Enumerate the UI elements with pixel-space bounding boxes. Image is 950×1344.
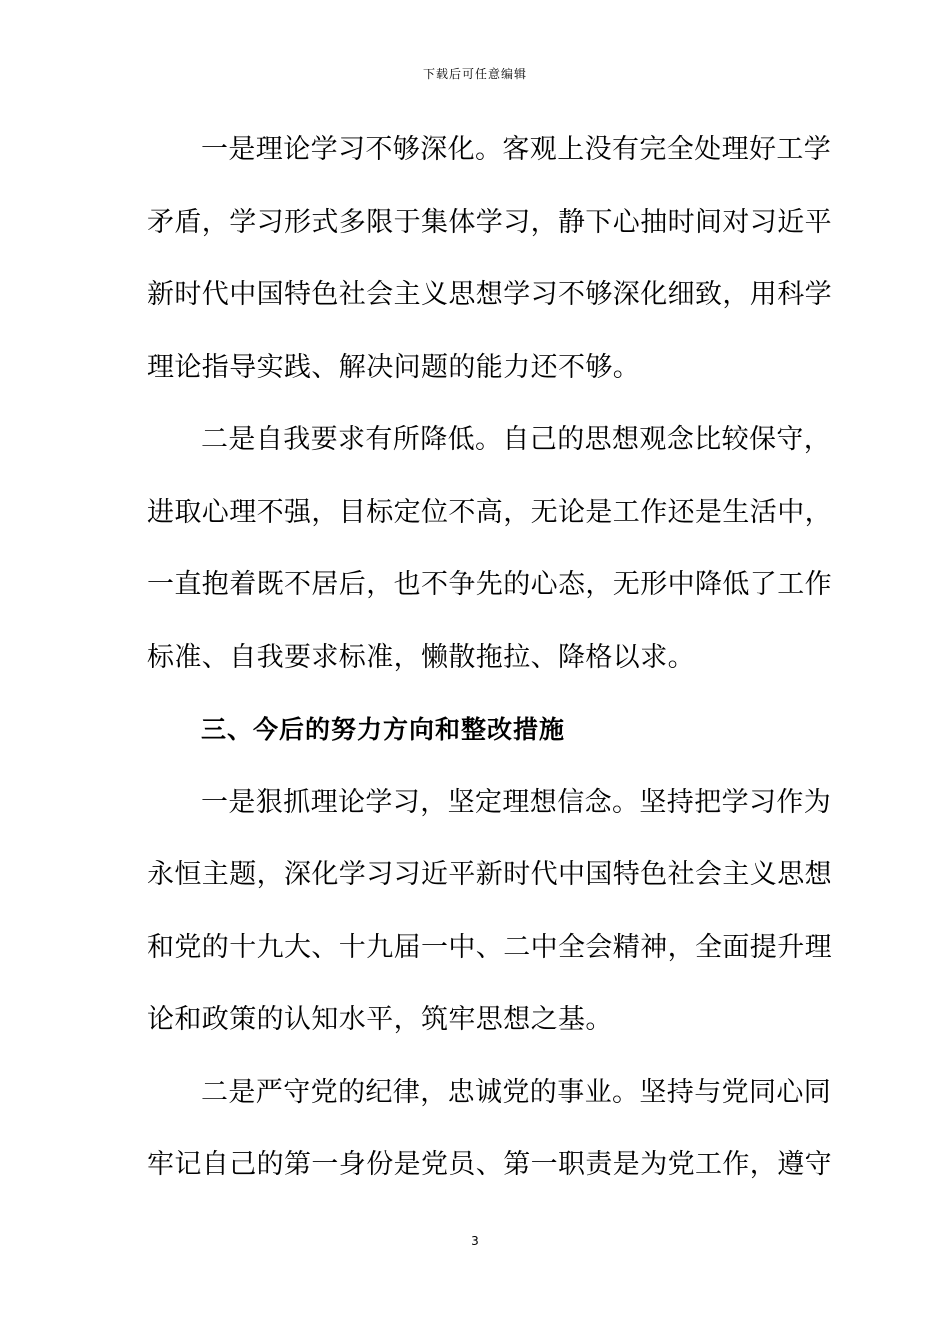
paragraph-line: 进取心理不强，目标定位不高，无论是工作还是生活中， [147,496,832,528]
paragraph-line: 矛盾，学习形式多限于集体学习，静下心抽时间对习近平 [147,206,832,238]
paragraph-line: 论和政策的认知水平，筑牢思想之基。 [147,1004,613,1035]
paragraph-line: 一直抱着既不居后，也不争先的心态，无形中降低了工作 [147,569,832,600]
document-body [147,128,832,1216]
paragraph-line: 一是狠抓理论学习，坚定理想信念。坚持把学习作为 [201,786,832,818]
paragraph-line: 二是严守党的纪律，忠诚党的事业。坚持与党同心同 [201,1076,832,1108]
page-header: 下载后可任意编辑 [422,67,527,81]
section-heading: 三、今后的努力方向和整改措施 [201,715,566,744]
paragraph-line: 理论指导实践、解决问题的能力还不够。 [147,351,641,383]
page-number: 3 [471,1234,479,1248]
paragraph-line: 标准、自我要求标准，懒散拖拉、降格以求。 [147,641,695,673]
paragraph-line: 二是自我要求有所降低。自己的思想观念比较保守， [201,424,832,455]
paragraph-line: 新时代中国特色社会主义思想学习不够深化细致，用科学 [147,279,832,310]
paragraph-line: 牢记自己的第一身份是党员、第一职责是为党工作，遵守 [147,1149,832,1180]
paragraph-line: 永恒主题，深化学习习近平新时代中国特色社会主义思想 [147,859,832,890]
paragraph-line: 一是理论学习不够深化。客观上没有完全处理好工学 [201,134,832,165]
paragraph-line: 和党的十九大、十九届一中、二中全会精神，全面提升理 [147,931,832,963]
